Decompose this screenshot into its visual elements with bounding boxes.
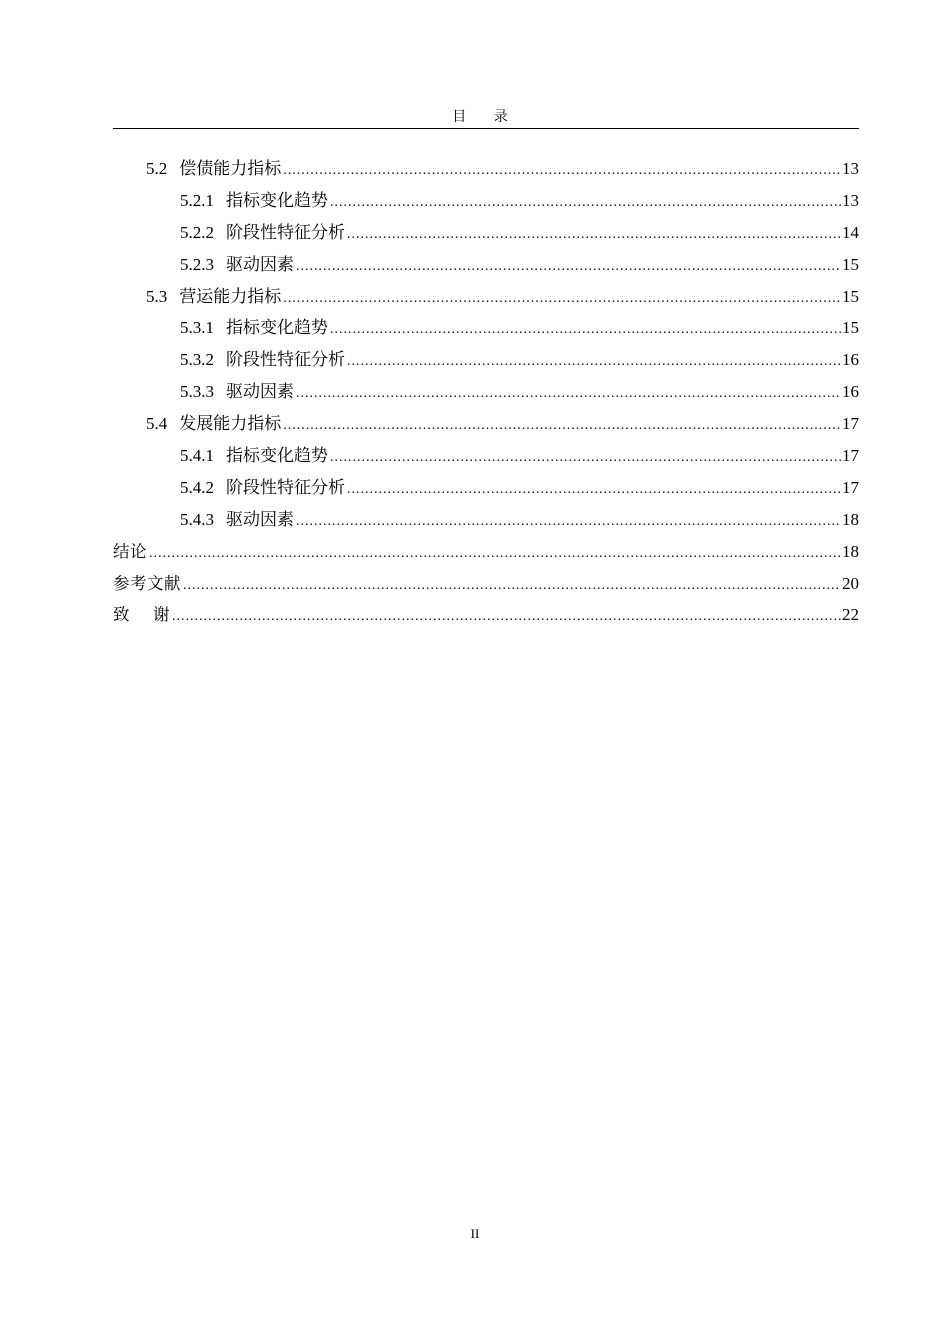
toc-leader-dots [347,346,841,378]
toc-page-number: 17 [842,414,859,434]
toc-title: 阶段性特征分析 [226,350,345,370]
toc-entry[interactable] [113,312,859,344]
toc-entry[interactable] [113,185,859,217]
toc-leader-dots [347,474,841,506]
toc-page-number: 18 [842,541,859,561]
toc-title: 发展能力指标 [179,414,282,434]
toc-leader-dots [283,283,841,315]
toc-title: 参考文献 [113,573,181,593]
toc-number: 5.3.2 [180,350,214,370]
toc-leader-dots [283,410,841,442]
page-number: II [470,1226,480,1241]
toc-page-number: 15 [842,318,859,338]
toc-page-number: 16 [842,382,859,402]
table-of-contents [113,153,859,631]
toc-page-number: 13 [842,190,859,210]
toc-title: 致 谢 [113,605,170,625]
toc-entry[interactable] [113,217,859,249]
toc-entry[interactable] [113,408,859,440]
toc-leader-dots [149,538,841,570]
toc-leader-dots [183,570,841,602]
toc-entry[interactable] [113,440,859,472]
toc-number: 5.4.2 [180,477,214,497]
toc-page-number: 13 [842,159,859,178]
toc-leader-dots [330,187,841,219]
toc-title: 驱动因素 [226,382,294,402]
toc-leader-dots [283,155,841,187]
toc-title: 驱动因素 [226,254,294,274]
toc-title: 指标变化趋势 [226,190,328,210]
toc-leader-dots [172,601,841,633]
toc-leader-dots [296,378,841,410]
toc-title: 驱动因素 [226,509,294,529]
toc-entry[interactable] [113,599,859,631]
toc-number: 5.2.3 [180,254,214,274]
toc-leader-dots [330,442,841,474]
toc-leader-dots [330,314,841,346]
toc-entry[interactable] [113,281,859,313]
toc-entry[interactable] [113,536,859,568]
toc-entry[interactable] [113,376,859,408]
toc-number: 5.4.1 [180,446,214,466]
toc-page-number: 16 [842,350,859,370]
toc-leader-dots [296,506,841,538]
page-footer [0,1226,950,1242]
toc-page-number: 15 [842,286,859,306]
toc-page-number: 17 [842,446,859,466]
toc-number: 5.4 [146,414,168,434]
toc-number: 5.2 [146,159,168,178]
toc-leader-dots [347,219,841,251]
toc-title: 指标变化趋势 [226,318,328,338]
toc-entry[interactable] [113,568,859,600]
toc-number: 5.2.2 [180,222,214,242]
toc-title: 营运能力指标 [179,286,282,306]
toc-title: 阶段性特征分析 [226,222,345,242]
toc-title: 结论 [113,541,147,561]
toc-entry[interactable] [113,249,859,281]
header-title: 目 录 [452,110,520,125]
toc-entry[interactable] [113,472,859,504]
toc-number: 5.4.3 [180,509,214,529]
toc-page-number: 17 [842,477,859,497]
toc-number: 5.3.1 [180,318,214,338]
toc-number: 5.3.3 [180,382,214,402]
toc-page-number: 14 [842,222,859,242]
toc-page-number: 20 [842,573,859,593]
toc-page-number: 22 [842,605,859,625]
toc-entry[interactable] [113,344,859,376]
toc-number: 5.2.1 [180,190,214,210]
toc-title: 偿债能力指标 [179,159,282,178]
toc-number: 5.3 [146,286,168,306]
toc-page-number: 15 [842,254,859,274]
toc-page-number: 18 [842,509,859,529]
page-header [113,108,859,129]
toc-entry[interactable] [113,504,859,536]
toc-title: 阶段性特征分析 [226,477,345,497]
toc-leader-dots [296,251,841,283]
toc-entry[interactable] [113,153,859,185]
toc-title: 指标变化趋势 [226,446,328,466]
